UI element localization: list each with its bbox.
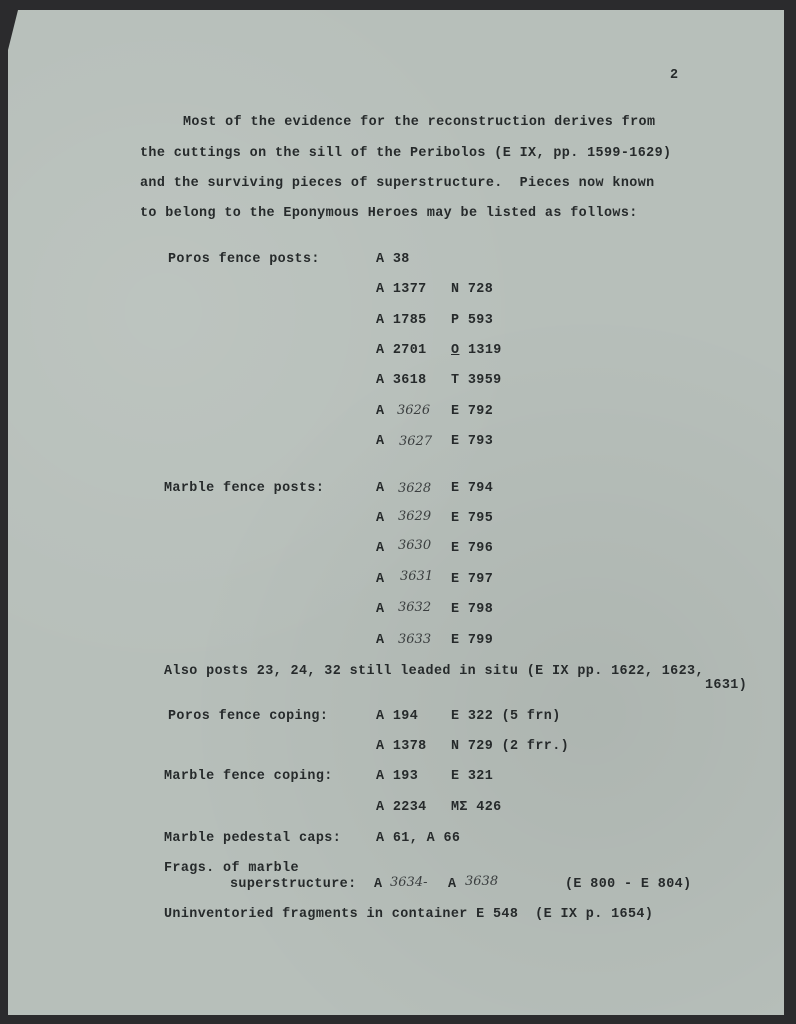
list-item: A 2234 — [376, 800, 427, 815]
list-item: MΣ 426 — [451, 800, 502, 815]
page-corner — [8, 10, 18, 50]
list-item: E 792 — [451, 404, 494, 419]
list-item: A — [376, 602, 385, 617]
list-item: A — [374, 877, 383, 892]
list-item: E 799 — [451, 633, 494, 648]
list-item: A — [448, 877, 457, 892]
list-item: P 593 — [451, 313, 494, 328]
intro-line-1: Most of the evidence for the reconstruction derives from — [183, 115, 656, 130]
list-item: E 795 — [451, 511, 494, 526]
intro-line-3: and the surviving pieces of superstructure. Pieces now known — [140, 176, 655, 191]
list-item: E 322 (5 frn) — [451, 709, 561, 724]
pedestal-caps-value: A 61, A 66 — [376, 831, 461, 846]
intro-line-2: the cuttings on the sill of the Peribolos (E IX, pp. 1599-1629) — [140, 146, 672, 161]
poros-posts-label: Poros fence posts: — [168, 252, 320, 267]
marble-posts-label: Marble fence posts: — [164, 481, 325, 496]
uninventoried-line: Uninventoried fragments in container E 548 (E IX p. 1654) — [164, 907, 654, 922]
list-item: O — [451, 343, 460, 358]
list-item: A 1378 — [376, 739, 427, 754]
list-item: A 193 — [376, 769, 419, 784]
list-item: 3631 — [400, 569, 434, 584]
list-item: N 729 (2 frr.) — [451, 739, 570, 754]
list-item: 3626 — [397, 403, 431, 418]
list-item: N 728 — [451, 282, 494, 297]
list-item: (E 800 - E 804) — [565, 877, 692, 892]
list-item: A 1785 — [376, 313, 427, 328]
list-item: E 797 — [451, 572, 494, 587]
list-item: 3630 — [398, 538, 432, 553]
list-item: 3629 — [398, 509, 432, 524]
poros-coping-label: Poros fence coping: — [168, 709, 329, 724]
list-item: A 38 — [376, 252, 410, 267]
list-item: 3628 — [398, 481, 432, 496]
list-item: 3633 — [398, 632, 432, 647]
list-item: 3627 — [399, 434, 433, 449]
list-item: 3638 — [465, 874, 499, 889]
list-item: A — [376, 572, 385, 587]
list-item: E 796 — [451, 541, 494, 556]
list-item: 3634- — [390, 875, 428, 890]
list-item: E 321 — [451, 769, 494, 784]
list-item: A 2701 — [376, 343, 427, 358]
list-item: E 798 — [451, 602, 494, 617]
list-item: 1319 — [468, 343, 502, 358]
list-item: A 1377 — [376, 282, 427, 297]
also-posts-line-1: Also posts 23, 24, 32 still leaded in situ (E IX pp. 1622, 1623, — [164, 664, 704, 679]
list-item: 3632 — [398, 600, 432, 615]
list-item: A — [376, 404, 385, 419]
list-item: E 793 — [451, 434, 494, 449]
list-item: T 3959 — [451, 373, 502, 388]
marble-coping-label: Marble fence coping: — [164, 769, 333, 784]
page-number: 2 — [670, 68, 679, 83]
frags-label-1: Frags. of marble — [164, 861, 299, 876]
pedestal-caps-label: Marble pedestal caps: — [164, 831, 342, 846]
list-item: A — [376, 541, 385, 556]
list-item: A 3618 — [376, 373, 427, 388]
also-posts-line-2: 1631) — [705, 678, 748, 693]
list-item: A — [376, 481, 385, 496]
list-item: E 794 — [451, 481, 494, 496]
intro-line-4: to belong to the Eponymous Heroes may be listed as follows: — [140, 206, 638, 221]
list-item: A — [376, 511, 385, 526]
frags-label-2: superstructure: — [230, 877, 357, 892]
list-item: A 194 — [376, 709, 419, 724]
list-item: A — [376, 434, 385, 449]
list-item: A — [376, 633, 385, 648]
